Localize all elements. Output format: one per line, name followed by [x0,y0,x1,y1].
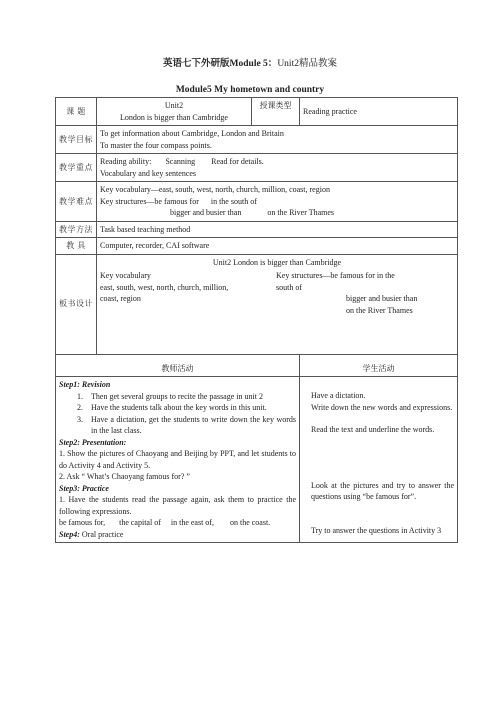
key-structures: Key structures—be famous for [100,196,199,206]
board-left-1: Key vocabulary [100,271,151,280]
key-points-label: 教学重点 [56,154,97,182]
student-activities [300,377,458,543]
title-main: 英语七下外研版Module 5： [163,59,278,69]
step2-line-2: 2. Ask “ What’s Chaoyang famous for? ” [59,472,190,481]
title-suffix: Unit2精品教案 [277,59,337,69]
unit-title: London is bigger than Cambridge [120,112,228,122]
step3-line-2: be famous for, the capital of in the east of, on the coast. [59,518,271,527]
vocab-line: Vocabulary and key sentences [100,168,197,178]
student-activity-label: 学生活动 [300,354,458,377]
objective-line: To master the four compass points. [100,140,212,150]
student-activity-2: Write down the new words and expressions. [311,402,453,412]
method-row [56,221,458,238]
board-cell [97,254,458,354]
unit-name: Unit2 [164,101,184,110]
bigger-busier: bigger and busier than [170,208,242,217]
teacher-activity-label: 教师活动 [56,354,300,377]
method-label: 教学方法 [56,221,97,238]
activities-row [56,377,458,543]
board-row [56,254,458,354]
step3-heading: Step3: Practice [59,483,109,493]
step2-line-1: 1. Show the pictures of Chaoyang and Beijing by PPT, and let students to do Activity 4 and Activity 5. [59,449,296,470]
objective-line: To get information about Cambridge, London and Britain [100,129,284,138]
south-of: in the south of [210,196,257,206]
tools-row [56,238,458,255]
step4-heading: Step4: [59,529,80,539]
river-thames: on the River Thames [267,208,335,217]
step3-line-1: 1. Have the students read the passage again, ask them to practice the following expressions. [59,495,296,516]
board-left-2: east, south, west, north, church, million, [100,282,229,292]
student-activity-3: Read the text and underline the words. [311,425,435,434]
scanning: Scanning [165,157,196,166]
student-activity-4: Look at the pictures and try to answer the questions using “be famous for”. [311,480,454,501]
board-label: 板书设计 [56,254,97,354]
difficulties-cell [97,182,458,222]
step1-item: 3. Have a dictation, get the students to write down the key words in the last class. [85,414,296,437]
method-value: Task based teaching method [97,221,458,238]
step2-heading: Step2: Presentation: [59,437,127,447]
tools-label: 教 具 [56,238,97,255]
step4-text: Oral practice [79,529,124,539]
objectives-label: 教学目标 [56,126,97,154]
lesson-plan-table [55,97,458,543]
reading-ability: Reading ability: [100,157,152,166]
topic-label: 课 题 [56,98,97,126]
topic-row [56,98,458,126]
student-activity-1: Have a dictation. [311,391,366,400]
step1-item: 1. Then get several groups to recite the passage in unit 2 [85,391,296,403]
board-right-4: on the River Thames [346,305,413,315]
step1-list [59,391,296,437]
tools-value: Computer, recorder, CAI software [97,238,458,255]
key-vocab-line: Key vocabulary—east, south, west, north, church, million, coast, region [100,185,330,194]
teacher-activities [56,377,300,543]
objectives-row [56,126,458,154]
board-right-1: Key structures—be famous for in the [276,271,395,280]
step1-heading: Step1: Revision [59,380,111,389]
board-heading: Unit2 London is bigger than Cambridge [212,257,342,267]
document-title [0,55,500,69]
key-points-cell [97,154,458,182]
read-for-details: Read for details. [211,157,264,166]
lesson-type-label: 授课类型 [252,98,300,126]
lesson-type-value: Reading practice [300,98,458,126]
topic-cell [97,98,252,126]
difficulties-label: 教学难点 [56,182,97,222]
module-title: Module5 My hometown and country [175,85,325,95]
student-activity-5: Try to answer the questions in Activity 3 [311,525,442,535]
key-points-row [56,154,458,182]
step1-item: 2. Have the students talk about the key words in this unit. [85,402,296,414]
board-right-3: bigger and busier than [346,294,418,303]
board-right-2: south of [276,282,302,292]
board-left-3: coast, region [100,294,141,303]
objectives-cell [97,126,458,154]
activities-header-row [56,354,458,377]
difficulties-row [56,182,458,222]
